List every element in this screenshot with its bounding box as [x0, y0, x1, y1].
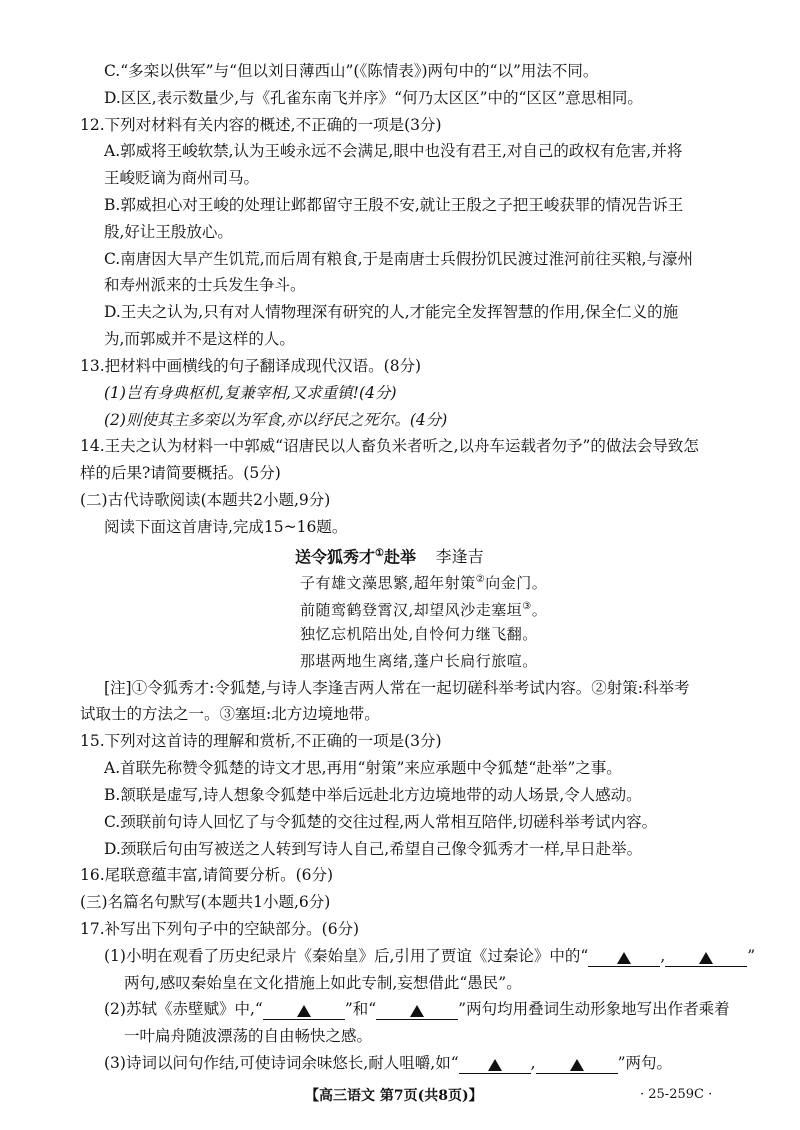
poem-line-1 [300, 569, 547, 594]
q15-option-d: D.颈联后句由写被送之人转到写诗人自己,希望自己像令狐秀才一样,早日赴举。 [104, 840, 643, 858]
poem-line-2-tail: 。 [531, 601, 548, 619]
poem-line-2 [300, 596, 547, 621]
q15-option-c: C.颈联前句诗人回忆了与令狐楚的交往过程,两人常相互陪伴,切磋科举考试内容。 [104, 813, 658, 831]
q17-item-1-line1 [104, 945, 755, 967]
q17-item-2-end: ”两句均用叠词生动形象地写出作者乘着 [458, 1000, 730, 1018]
q14-stem-line2: 样的后果?请简要概括。(5分) [80, 464, 281, 482]
section-dictation-heading: (三)名篇名句默写(本题共1小题,6分) [80, 893, 331, 911]
q14-stem-line1: 14.王夫之认为材料一中郭威“诏唐民以人畜负米者听之,以舟车运载者勿予”的做法会导致怎 [80, 437, 699, 455]
poem-line-4: 那堪两地生离绪,蓬户长扃行旅喧。 [300, 652, 538, 670]
q12-option-c-line2: 和寿州派来的士兵发生争斗。 [104, 276, 306, 294]
q12-option-a-line1: A.郭威将王峻软禁,认为王峻永远不会满足,眼中也没有君王,对自己的政权有危害,并将 [104, 142, 683, 160]
poem-line-1-mark: ② [475, 574, 486, 585]
poem-notes-line1: [注]①令狐秀才:令狐楚,与诗人李逢吉两人常在一起切磋科举考试内容。②射策:科举考 [104, 679, 690, 697]
q13-stem: 13.把材料中画横线的句子翻译成现代汉语。(8分) [80, 357, 422, 375]
answer-blank[interactable] [459, 1055, 531, 1074]
q17-item-2-mid: ”和“ [344, 1000, 377, 1018]
q17-item-2-text: (2)苏轼《赤壁赋》中,“ [104, 1000, 263, 1018]
q17-item-1-line2: 两句,感叹秦始皇在文化措施上如此专制,妄想借此“愚民”。 [124, 974, 522, 992]
answer-blank[interactable] [588, 948, 660, 967]
poem-title-tail: 赴举 [383, 547, 416, 567]
q11-option-d: D.区区,表示数量少,与《孔雀东南飞并序》“何乃太区区”中的“区区”意思相同。 [104, 89, 643, 107]
poem-note-mark: ① [375, 548, 384, 559]
q17-item-3-sep: , [530, 1054, 536, 1072]
poem-line-2-text: 前随鸾鹤登霄汉,却望风沙走塞垣 [300, 601, 523, 619]
q17-item-3-text: (3)诗词以问句作结,可使诗词余味悠长,耐人咀嚼,如“ [104, 1054, 459, 1072]
poem-line-1-tail: 向金门。 [485, 574, 548, 592]
q17-item-2-line1 [104, 998, 730, 1020]
poem-notes-line2: 试取士的方法之一。③塞垣:北方边境地带。 [80, 705, 380, 723]
q12-stem: 12.下列对材料有关内容的概述,不正确的一项是(3分) [80, 116, 442, 134]
section-poetry-heading: (二)古代诗歌阅读(本题共2小题,9分) [80, 491, 331, 509]
poem-line-3: 独忆忘机陪出处,自怜何力继飞翻。 [300, 625, 538, 643]
q17-item-3 [104, 1052, 672, 1074]
q13-sentence-1: (1)岂有身典枢机,复兼宰相,又求重镇!(4分) [104, 384, 397, 402]
q17-item-2-line2: 一叶扁舟随波漂荡的自由畅快之感。 [124, 1027, 373, 1045]
triangle-icon [297, 1005, 311, 1017]
q12-option-b-line2: 殷,好让王殷放心。 [104, 223, 233, 241]
q12-option-a-line2: 王峻贬谪为商州司马。 [104, 169, 260, 187]
q15-stem: 15.下列对这首诗的理解和赏析,不正确的一项是(3分) [80, 732, 442, 750]
poem-line-2-mark: ③ [522, 601, 532, 612]
answer-blank[interactable] [263, 1001, 345, 1020]
q15-option-a: A.首联先称赞令狐楚的诗文才思,再用“射策”来应承题中令狐楚“赴举”之事。 [104, 759, 622, 777]
q17-stem: 17.补写出下列句子中的空缺部分。(6分) [80, 920, 360, 938]
q17-item-3-end: ”两句。 [617, 1054, 673, 1072]
q13-sentence-2: (2)则使其主多栾以为军食,亦以纾民之死尔。(4分) [104, 411, 448, 429]
triangle-icon [410, 1005, 424, 1017]
answer-blank[interactable] [536, 1055, 618, 1074]
triangle-icon [617, 952, 631, 964]
exam-code: · 25-259C · [640, 1087, 713, 1102]
q16-stem: 16.尾联意蕴丰富,请简要分析。(6分) [80, 866, 334, 884]
q11-option-c: C.“多栾以供军”与“但以刘日薄西山”(《陈情表》)两句中的“以”用法不同。 [104, 62, 599, 80]
poem-line-1-text: 子有雄文藻思繁,超年射策 [300, 574, 476, 592]
poem-author: 李逢吉 [435, 547, 484, 567]
q17-item-1-end: ” [747, 947, 756, 965]
q12-option-c-line1: C.南唐因大旱产生饥荒,而后周有粮食,于是南唐士兵假扮饥民渡过淮河前往买粮,与濠州 [104, 250, 694, 268]
q17-item-1-text: (1)小明在观看了历史纪录片《秦始皇》后,引用了贾谊《过秦论》中的“ [104, 947, 589, 965]
answer-blank[interactable] [665, 948, 747, 967]
triangle-icon [570, 1059, 584, 1071]
q17-item-1-sep: , [660, 947, 666, 965]
page-footer: 【高三语文 第7页(共8页)】 [305, 1088, 483, 1104]
q12-option-d-line2: 为,而郭威并不是这样的人。 [104, 330, 295, 348]
q12-option-b-line1: B.郭威担心对王峻的处理让邺都留守王殷不安,就让王殷之子把王峻获罪的情况告诉王 [104, 196, 684, 214]
poem-title-text: 送令狐秀才 [295, 547, 376, 567]
answer-blank[interactable] [376, 1001, 458, 1020]
triangle-icon [699, 952, 713, 964]
poem-title [295, 543, 484, 568]
q15-option-b: B.颔联是虚写,诗人想象令狐楚中举后远赴北方边境地带的动人场景,令人感动。 [104, 786, 642, 804]
q12-option-d-line1: D.王夫之认为,只有对人情物理深有研究的人,才能完全发挥智慧的作用,保全仁义的施 [104, 303, 679, 321]
triangle-icon [488, 1059, 502, 1071]
poetry-instruction: 阅读下面这首唐诗,完成15~16题。 [104, 518, 348, 536]
